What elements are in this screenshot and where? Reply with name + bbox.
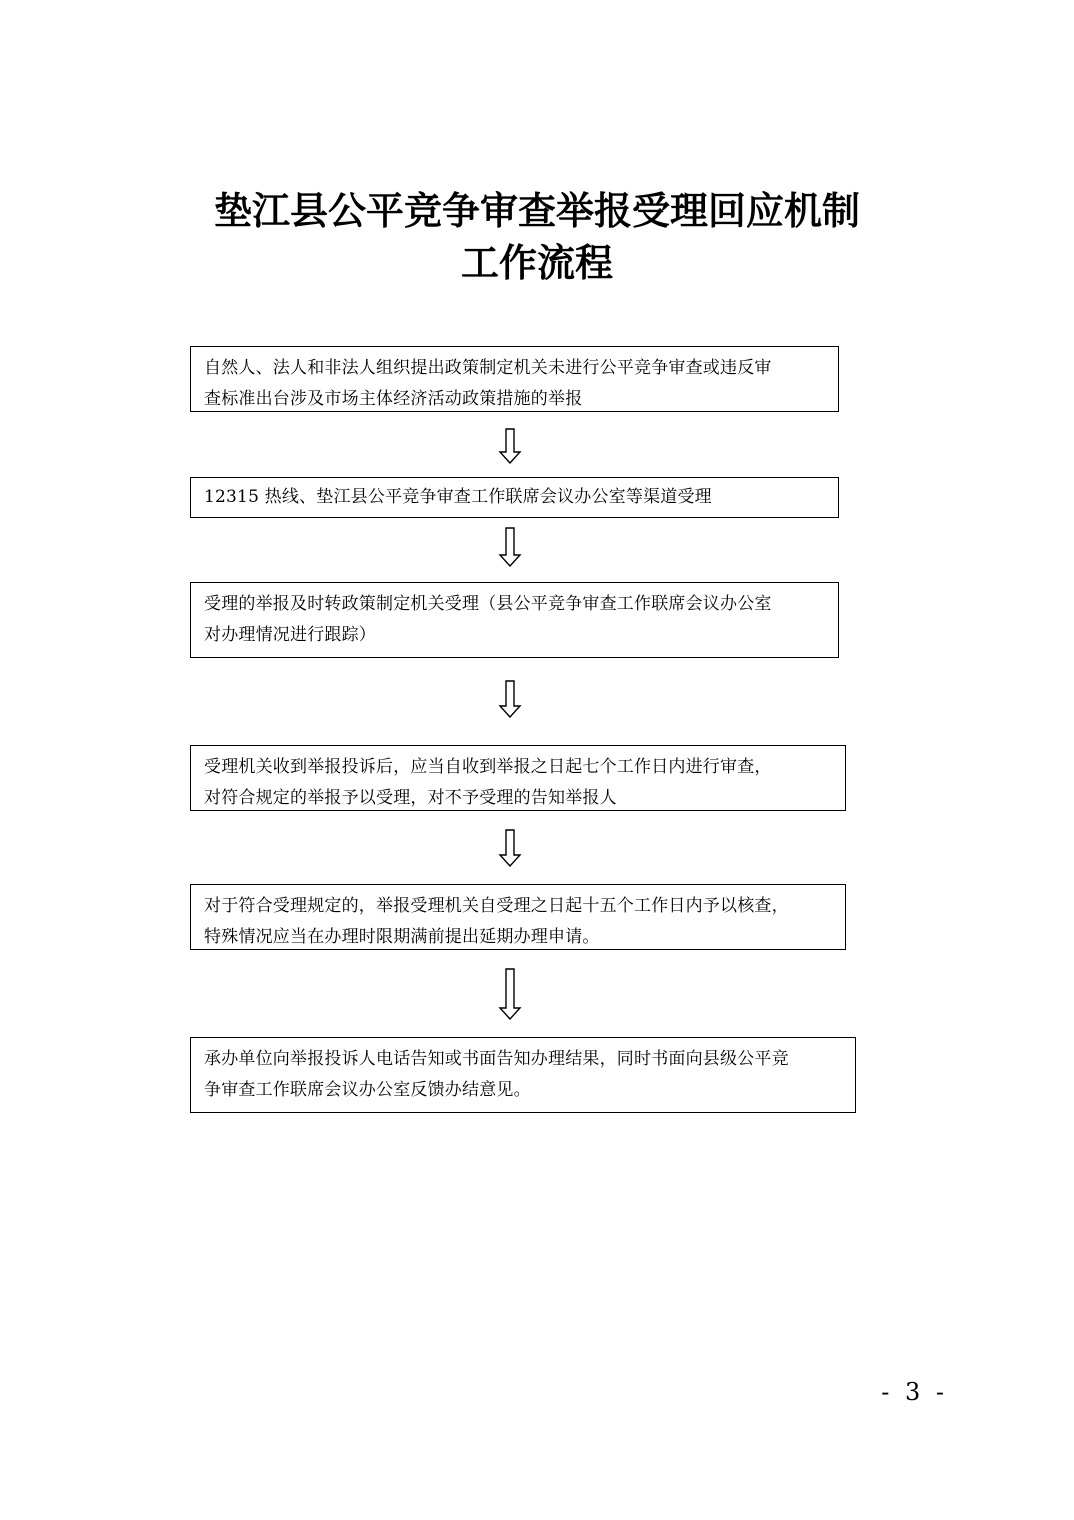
flow-step-6: 承办单位向举报投诉人电话告知或书面告知办理结果，同时书面向县级公平竞 争审查工作联席会议办公室反馈办结意见。 <box>190 1037 856 1113</box>
hollow-down-arrow-icon <box>498 968 522 1020</box>
flow-step-5: 对于符合受理规定的，举报受理机关自受理之日起十五个工作日内予以核查， 特殊情况应当在办理时限期满前提出延期办理申请。 <box>190 884 846 950</box>
flow-step-1: 自然人、法人和非法人组织提出政策制定机关未进行公平竞争审查或违反审 查标准出台涉及市场主体经济活动政策措施的举报 <box>190 346 839 412</box>
hollow-down-arrow-icon <box>498 829 522 867</box>
flow-step-3: 受理的举报及时转政策制定机关受理（县公平竞争审查工作联席会议办公室 对办理情况进行跟踪） <box>190 582 839 658</box>
page-number: - 3 - <box>881 1378 948 1406</box>
hollow-down-arrow-icon <box>498 527 522 567</box>
document-title-line-1: 垫江县公平竞争审查举报受理回应机制 <box>213 188 860 233</box>
hollow-down-arrow-icon <box>498 428 522 464</box>
flow-step-2: 12315 热线、垫江县公平竞争审查工作联席会议办公室等渠道受理 <box>190 477 839 518</box>
hollow-down-arrow-icon <box>498 680 522 718</box>
flow-step-4: 受理机关收到举报投诉后，应当自收到举报之日起七个工作日内进行审查， 对符合规定的举报予以受理，对不予受理的告知举报人 <box>190 745 846 811</box>
document-title-line-2: 工作流程 <box>460 240 613 285</box>
